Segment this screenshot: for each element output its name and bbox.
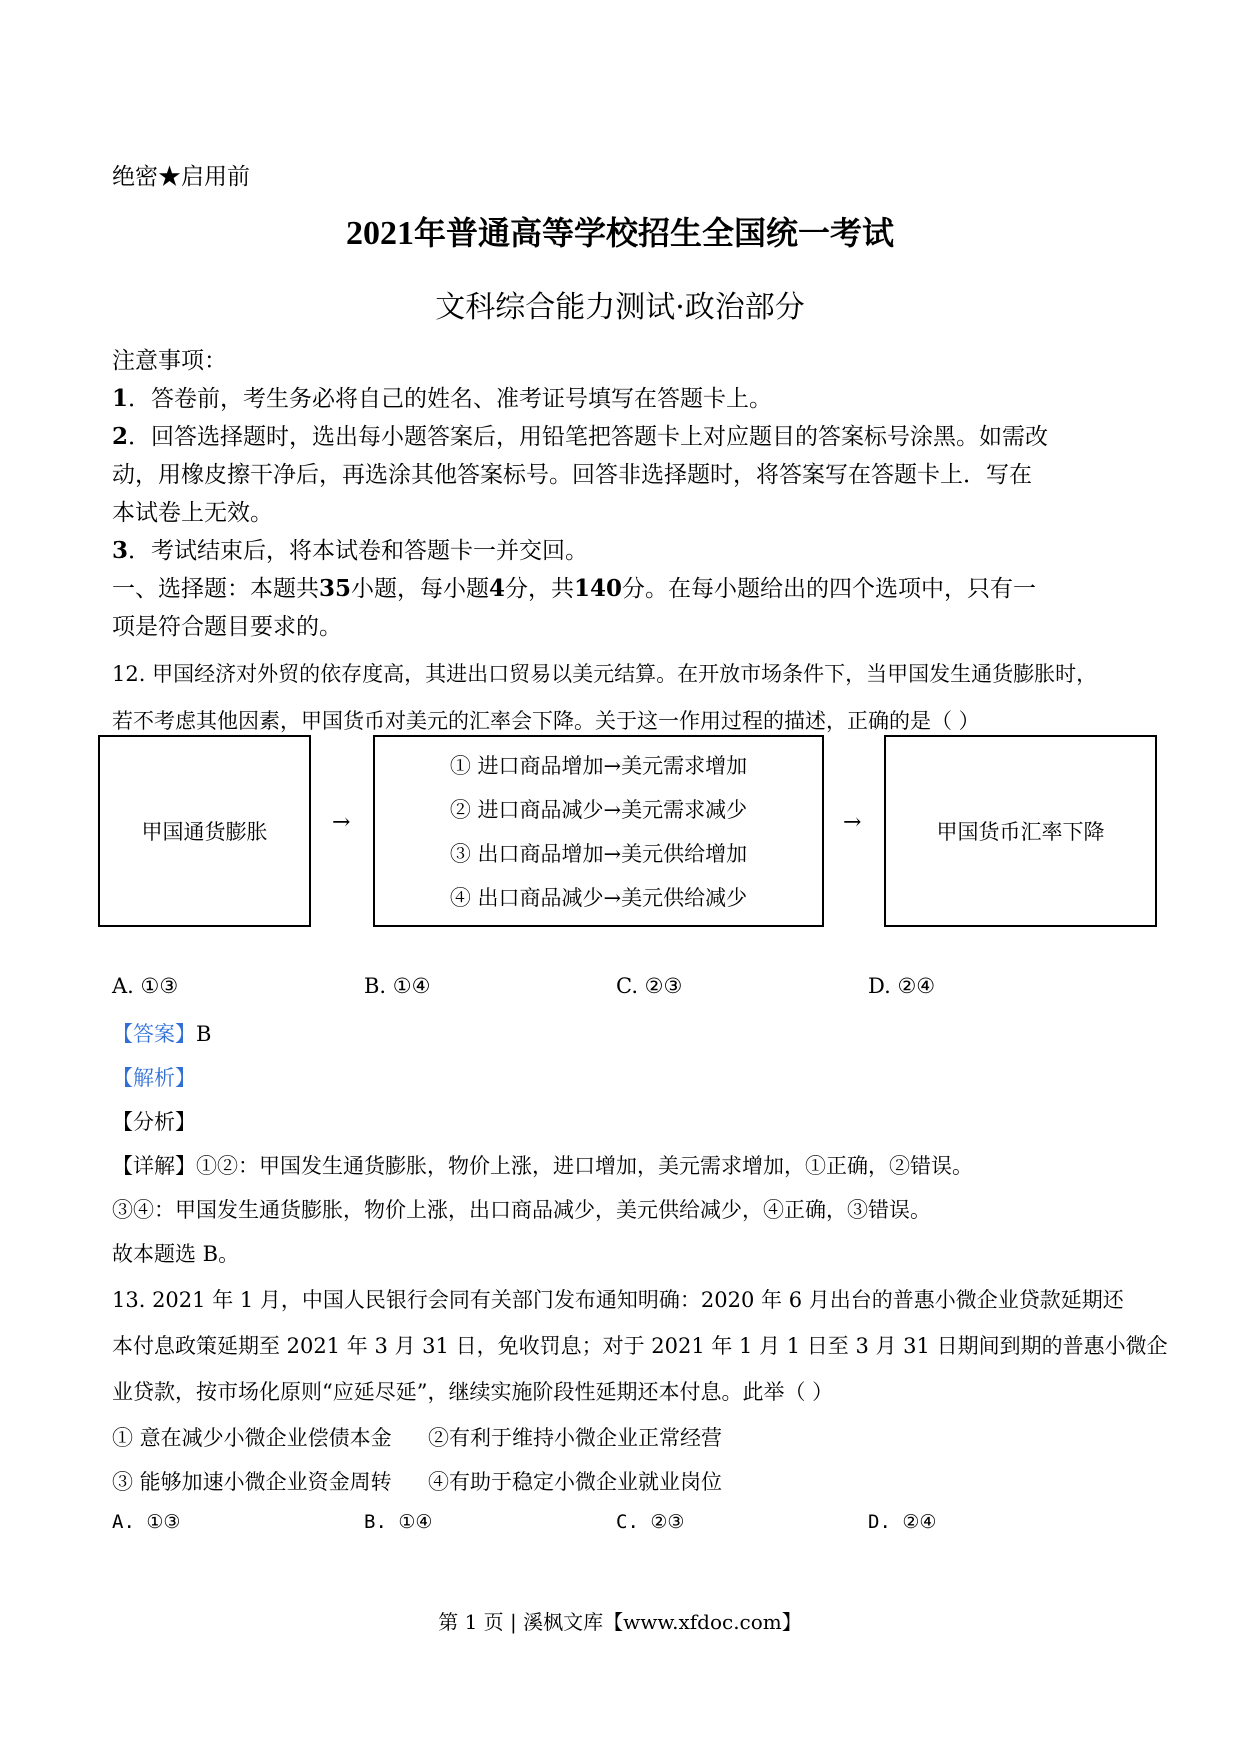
secret-label: 绝密★启用前 [112,164,250,190]
note-1-text: ．答卷前，考生务必将自己的姓名、准考证号填写在答题卡上。 [128,386,773,412]
page-footer: 第 1 页 | 溪枫文库【www.xfdoc.com】 [438,1610,802,1634]
diagram-item-3: ③ 出口商品增加→美元供给增加 [449,842,748,866]
diagram-item-4: ④ 出口商品减少→美元供给减少 [449,886,748,910]
note-3-num: 3 [112,537,129,564]
section1-text-b: 小题，每小题 [351,576,490,602]
q12-stem-line1: 12. 甲国经济对外贸的依存度高，其进出口贸易以美元结算。在开放市场条件下，当甲国发生通货膨胀时， [112,662,1098,686]
detail-line1 [112,1150,973,1180]
diagram-right-box [884,735,1157,927]
section1-points-each: 4 [489,575,506,602]
q12-option-b: B. ①④ [364,974,431,998]
q12-option-c: C. ②③ [616,974,683,998]
detail-text-1: ①②：甲国发生通货膨胀，物价上涨，进口增加，美元需求增加，①正确，②错误。 [196,1154,973,1178]
note-2-line3: 本试卷上无效。 [112,500,273,526]
diagram-left-label: 甲国通货膨胀 [141,820,268,844]
q12-option-a: A. ①③ [112,974,179,998]
notes-label: 注意事项： [112,348,227,374]
diagram-left-box [98,735,311,927]
q13-option-b: B. ①④ [364,1511,433,1533]
diagram-item-2: ② 进口商品减少→美元需求减少 [449,798,748,822]
section1-points-total: 140 [574,575,623,602]
section1-count: 35 [319,575,352,602]
q13-option-c: C. ②③ [616,1511,685,1533]
note-2-num: 2 [112,423,129,450]
note-1 [112,380,772,418]
q13-statement-2: ②有利于维持小微企业正常经营 [428,1426,722,1450]
q13-stem-line3: 业贷款，按市场化原则“应延尽延”，继续实施阶段性延期还本付息。此举（ ） [112,1380,834,1404]
fenxi-label: 【分析】 [112,1110,196,1134]
note-3 [112,532,588,570]
analysis-label: 【解析】 [112,1066,196,1090]
exam-title-main: 年普通高等学校招生全国统一考试 [413,214,894,252]
exam-subtitle: 文科综合能力测试·政治部分 [435,290,805,325]
note-1-num: 1 [112,385,129,412]
q13-statement-1: ① 意在减少小微企业偿债本金 [112,1426,392,1450]
q13-option-d: D. ②④ [868,1511,937,1533]
section1-text-a: 一、选择题：本题共 [112,576,319,602]
diagram-process-list [450,750,747,912]
section1-instructions [112,570,1036,608]
q13-option-a: A. ①③ [112,1511,181,1533]
note-2-line1 [112,418,1048,456]
q13-statement-4: ④有助于稳定小微企业就业岗位 [428,1470,722,1494]
diagram-arrow-1: → [332,810,351,835]
answer-label: 【答案】 [112,1022,196,1046]
diagram-arrow-2: → [843,810,862,835]
q12-stem-line2: 若不考虑其他因素，甲国货币对美元的汇率会下降。关于这一作用过程的描述，正确的是（ ） [112,709,980,733]
diagram-middle-box [373,735,824,927]
section1-text-c: 分，共 [505,576,575,602]
q13-stem-line1: 13. 2021 年 1 月，中国人民银行会同有关部门发布通知明确：2020 年 6 月出台的普惠小微企业贷款延期还 [112,1288,1124,1312]
diagram-item-1: ① 进口商品增加→美元需求增加 [449,754,748,778]
q12-option-d: D. ②④ [868,974,936,998]
answer-value: B [196,1022,212,1046]
diagram-right-label: 甲国货币汇率下降 [936,820,1105,844]
q12-conclusion: 故本题选 B。 [112,1242,240,1266]
q13-stem-line2: 本付息政策延期至 2021 年 3 月 31 日，免收罚息；对于 2021 年 1 月 1 日至 3 月 31 日期间到期的普惠小微企 [112,1334,1168,1358]
exam-year: 2021 [345,215,414,252]
q12-answer [112,1018,211,1048]
note-2-text: ．回答选择题时，选出每小题答案后，用铅笔把答题卡上对应题目的答案标号涂黑。如需改 [128,424,1049,450]
detail-label: 【详解】 [112,1154,196,1178]
q13-statement-3: ③ 能够加速小微企业资金周转 [112,1470,392,1494]
note-3-text: ．考试结束后，将本试卷和答题卡一并交回。 [128,538,589,564]
section1-instructions-line2: 项是符合题目要求的。 [112,614,342,640]
detail-line2: ③④：甲国发生通货膨胀，物价上涨，出口商品减少，美元供给减少，④正确，③错误。 [112,1198,931,1222]
note-2-line2: 动，用橡皮擦干净后，再选涂其他答案标号。回答非选择题时，将答案写在答题卡上．写在 [112,462,1032,488]
exam-title [0,208,1240,254]
section1-text-d: 分。在每小题给出的四个选项中，只有一 [622,576,1037,602]
